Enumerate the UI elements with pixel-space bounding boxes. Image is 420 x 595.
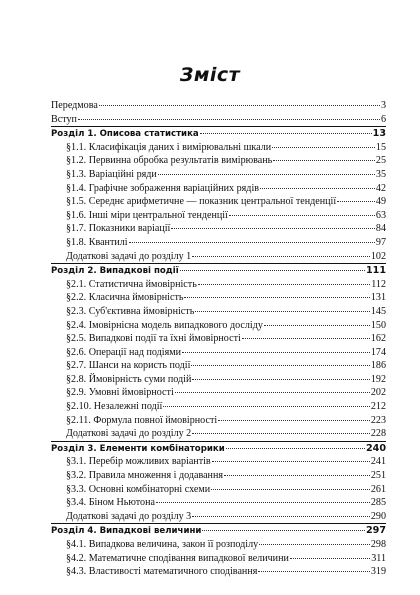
dot-leader (242, 337, 370, 339)
dot-leader (192, 515, 370, 517)
toc-part-heading (51, 264, 386, 278)
toc-page-number: 63 (375, 209, 386, 221)
toc-entry (51, 386, 386, 400)
toc-page-number: 111 (365, 265, 386, 277)
dot-leader (182, 351, 370, 353)
toc-entry-title: §3.1. Перебір можливих варіантів (66, 456, 211, 468)
toc-page-number: 212 (370, 401, 386, 413)
toc-entry (51, 455, 386, 469)
toc-entry-title: Розділ 2. Випадкові події (51, 266, 179, 277)
toc-entry-title: §3.3. Основні комбінаторні схеми (66, 483, 211, 495)
toc-page-number: 241 (370, 456, 386, 468)
table-of-contents (51, 99, 386, 579)
dot-leader (156, 501, 370, 503)
dot-leader (158, 173, 375, 175)
toc-entry-title: §2.1. Статистична ймовірність (66, 278, 197, 290)
toc-entry-title: §2.9. Умовні ймовірності (66, 387, 174, 399)
toc-entry (51, 278, 386, 292)
dot-leader (200, 132, 372, 134)
toc-entry (51, 359, 386, 373)
toc-page-number: 131 (370, 292, 386, 304)
toc-entry-title: Розділ 1. Описова статистика (51, 129, 199, 140)
toc-page-number: 186 (370, 360, 386, 372)
toc-entry-title: §1.1. Класифікація даних і вимірювальні шкали (66, 141, 272, 153)
toc-page-number: 240 (365, 442, 386, 454)
toc-entry (51, 305, 386, 319)
toc-entry-title: §1.4. Графічне зображення варіаційних рядів (66, 182, 260, 194)
dot-leader (260, 187, 375, 189)
toc-entry (51, 483, 386, 497)
toc-entry-title: §2.10. Незалежні події (66, 401, 163, 413)
toc-page-number: 35 (375, 168, 386, 180)
toc-page-number: 49 (375, 196, 386, 208)
dot-leader (175, 391, 370, 393)
dot-leader (191, 364, 369, 366)
toc-page-number: 145 (370, 305, 386, 317)
toc-entry-title: §2.5. Випадкові події та їхні ймовірності (66, 333, 241, 345)
dot-leader (192, 378, 370, 380)
dot-leader (195, 310, 370, 312)
toc-page-number: 319 (370, 566, 386, 578)
dot-leader (259, 543, 370, 545)
toc-entry (51, 209, 386, 223)
toc-entry-title: §2.3. Суб'єктивна ймовірність (66, 305, 195, 317)
toc-page-number: 311 (371, 552, 386, 564)
toc-page-number: 15 (375, 141, 386, 153)
toc-entry (51, 332, 386, 346)
toc-entry (51, 182, 386, 196)
toc-entry (51, 469, 386, 483)
toc-entry (51, 565, 386, 579)
toc-entry (51, 496, 386, 510)
toc-entry-title: Додаткові задачі до розділу 3 (66, 510, 192, 522)
toc-entry (51, 154, 386, 168)
dot-leader (258, 570, 369, 572)
toc-entry-title: Розділ 3. Елементи комбінаторики (51, 443, 225, 454)
toc-entry (51, 141, 386, 155)
toc-entry-title: §2.6. Операції над подіями (66, 346, 182, 358)
toc-entry-title: §4.2. Математичне сподівання випадкової величини (66, 552, 289, 564)
dot-leader (202, 529, 365, 531)
toc-page-number: 290 (370, 510, 386, 522)
dot-leader (78, 118, 380, 120)
dot-leader (184, 296, 369, 298)
toc-entry-title: §1.8. Квантилі (66, 236, 128, 248)
toc-page-number: 251 (370, 470, 386, 482)
dot-leader (290, 557, 370, 559)
toc-entry (51, 195, 386, 209)
toc-entry (51, 400, 386, 414)
toc-page-number: 97 (375, 236, 386, 248)
dot-leader (337, 200, 375, 202)
toc-entry (51, 510, 386, 524)
toc-entry (51, 222, 386, 236)
toc-entry (51, 552, 386, 566)
toc-entry-title: §2.2. Класична ймовірність (66, 292, 184, 304)
toc-entry (51, 319, 386, 333)
toc-entry-title: §1.6. Інші міри центральної тенденції (66, 209, 228, 221)
toc-entry (51, 414, 386, 428)
toc-page-number: 192 (370, 373, 386, 385)
dot-leader (218, 419, 370, 421)
toc-entry-title: §3.2. Правила множення і додавання (66, 470, 224, 482)
toc-entry-title: Передмова (51, 100, 98, 111)
toc-page-number: 162 (370, 333, 386, 345)
dot-leader (212, 460, 370, 462)
toc-entry-title: §1.2. Первинна обробка результатів вимірювань (66, 155, 273, 167)
page-title: Зміст (179, 64, 241, 86)
toc-page-number: 102 (370, 250, 386, 262)
dot-leader (180, 269, 365, 271)
toc-entry-title: Додаткові задачі до розділу 2 (66, 428, 192, 440)
toc-page-number: 223 (370, 414, 386, 426)
toc-entry (51, 250, 386, 264)
toc-part-heading (51, 442, 386, 456)
toc-page-number: 84 (375, 223, 386, 235)
toc-page-number: 6 (380, 113, 386, 125)
dot-leader (192, 255, 370, 257)
dot-leader (171, 227, 375, 229)
toc-entry (51, 346, 386, 360)
toc-entry (51, 427, 386, 441)
dot-leader (192, 432, 370, 434)
dot-leader (272, 146, 375, 148)
toc-page-number: 298 (370, 539, 386, 550)
toc-entry-title: §2.11. Формула повної ймовірності (66, 414, 218, 426)
toc-part-heading (51, 524, 386, 538)
toc-page-number: 150 (370, 319, 386, 331)
toc-entry-title: §3.4. Біном Ньютона (66, 497, 155, 509)
toc-page-number: 174 (370, 346, 386, 358)
toc-entry-title: Додаткові задачі до розділу 1 (66, 250, 192, 262)
toc-page-number: 261 (370, 483, 386, 495)
toc-entry-title: Розділ 4. Випадкові величини (51, 526, 202, 537)
dot-leader (211, 488, 370, 490)
toc-entry (51, 291, 386, 305)
toc-entry-title: §2.4. Імовірнісна модель випадкового досліду (66, 319, 263, 331)
toc-entry (51, 373, 386, 387)
toc-entry (51, 168, 386, 182)
toc-page-number: 228 (370, 428, 386, 440)
dot-leader (224, 474, 370, 476)
toc-entry (51, 538, 386, 552)
dot-leader (163, 405, 370, 407)
toc-entry (51, 236, 386, 250)
toc-entry-title: §1.5. Середнє арифметичне — показник центральної тенденції (66, 196, 337, 208)
toc-page-number: 42 (375, 182, 386, 194)
toc-part-heading (51, 127, 386, 141)
dot-leader (99, 104, 380, 106)
toc-entry-title: §1.3. Варіаційні ряди (66, 168, 157, 180)
dot-leader (129, 241, 375, 243)
dot-leader (198, 283, 370, 285)
toc-entry-title: §4.3. Властивості математичного сподівання (66, 566, 258, 578)
toc-entry (51, 113, 386, 127)
toc-page-number: 3 (380, 100, 386, 111)
toc-page-number: 13 (372, 128, 386, 140)
dot-leader (273, 159, 375, 161)
dot-leader (229, 214, 375, 216)
toc-entry (51, 99, 386, 113)
toc-page-number: 112 (371, 278, 386, 290)
toc-page-number: 202 (370, 387, 386, 399)
toc-entry-title: §4.1. Випадкова величина, закон її розподілу (66, 539, 259, 550)
toc-entry-title: §1.7. Показники варіації (66, 223, 171, 235)
toc-entry-title: Вступ (51, 113, 77, 125)
toc-entry-title: §2.8. Ймовірність суми подій (66, 373, 192, 385)
toc-page-number: 25 (375, 155, 386, 167)
toc-page-number: 285 (370, 497, 386, 509)
dot-leader (226, 447, 365, 449)
toc-page-number: 297 (365, 525, 386, 537)
toc-entry-title: §2.7. Шанси на користь події (66, 360, 191, 372)
dot-leader (264, 324, 370, 326)
